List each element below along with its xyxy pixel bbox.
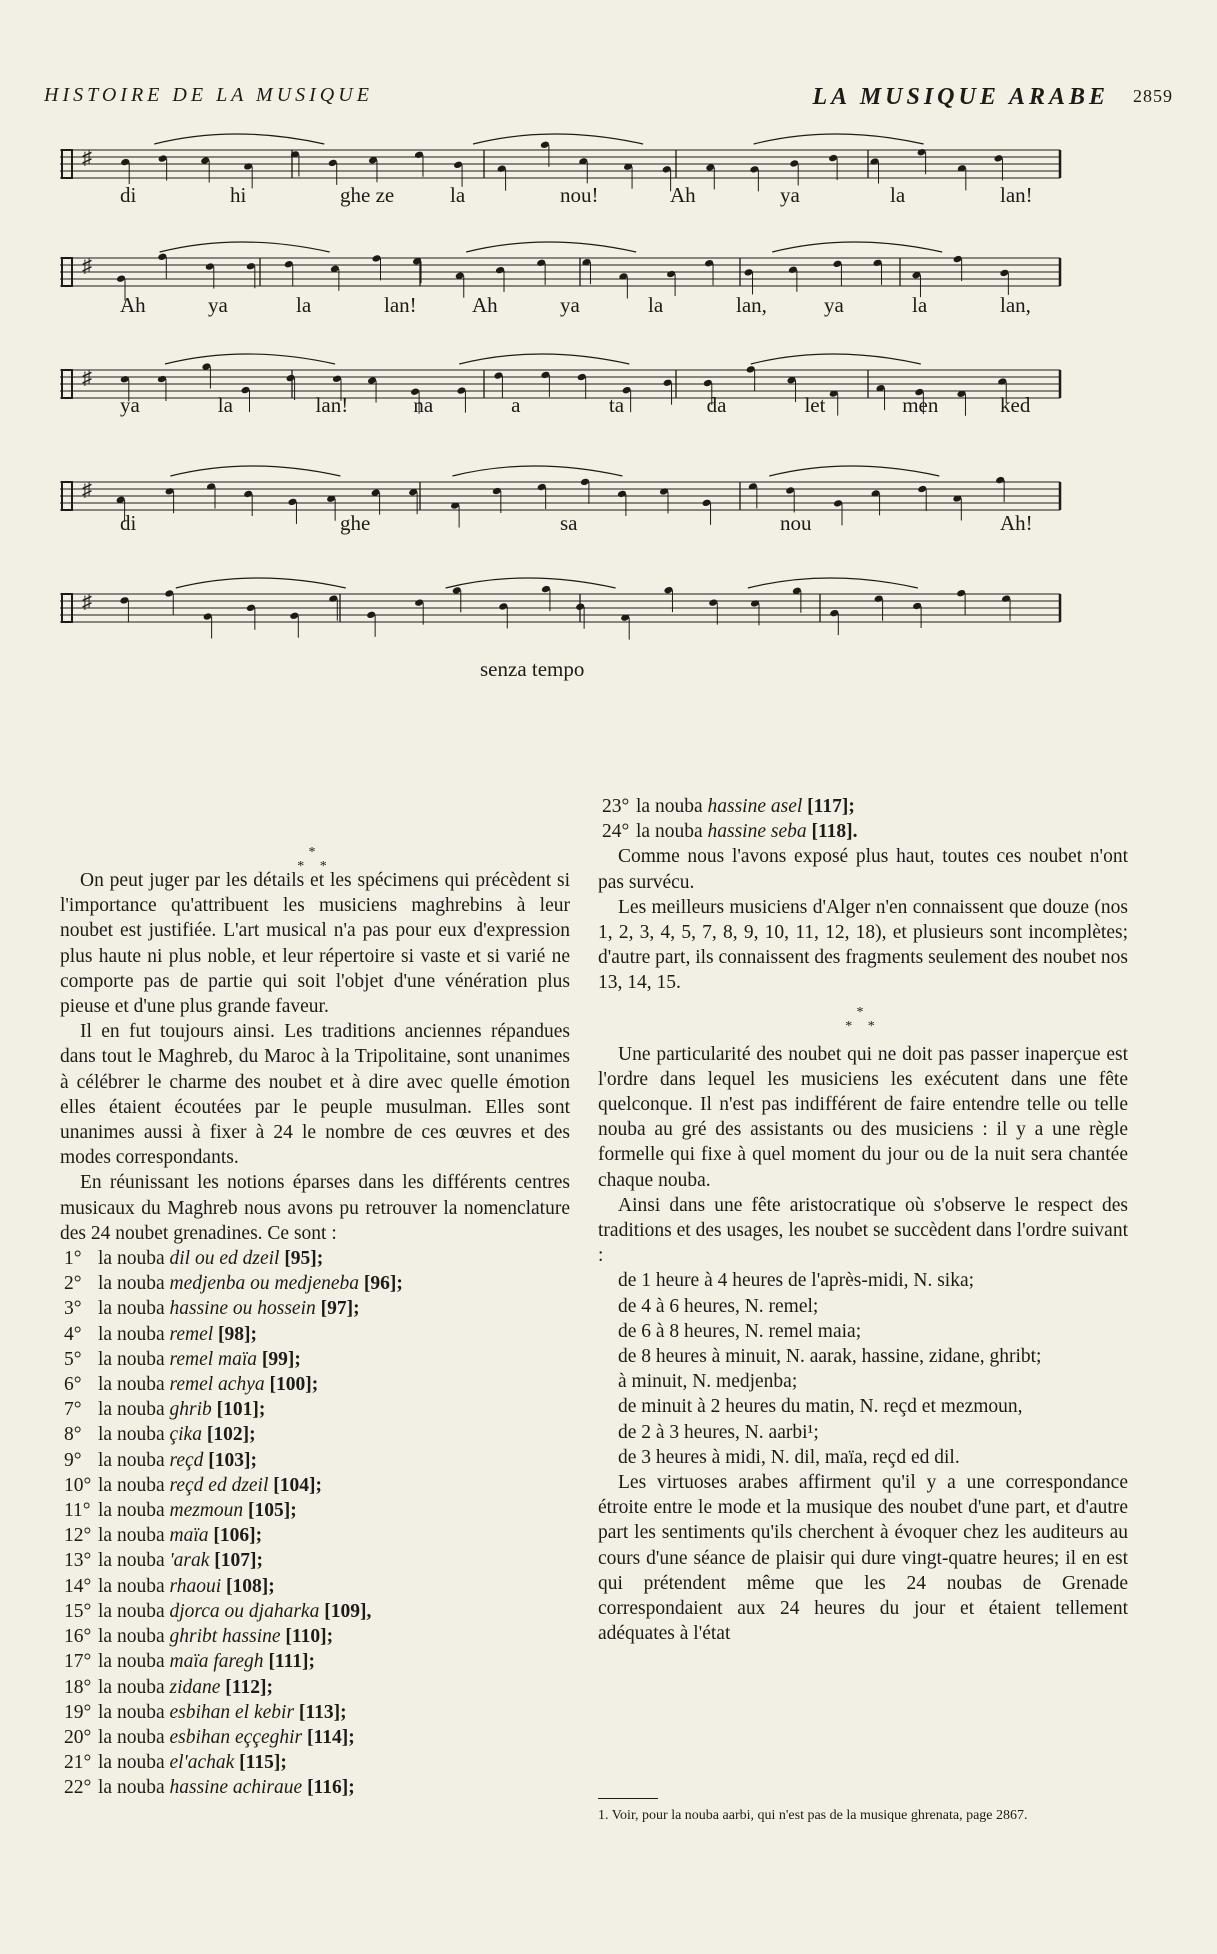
lyric-syllable: lan! [315,393,349,417]
item-label: la nouba [98,1651,165,1673]
nouba-reference: [112]; [225,1676,273,1698]
note-head [456,386,466,395]
running-title-right: LA MUSIQUE ARABE [812,84,1109,110]
item-label: la nouba [98,1500,165,1522]
key-signature-sharp-icon: ♯ [82,255,92,277]
lyric-syllable: ghe [340,511,371,535]
paragraph-virtuoses: Les virtuoses arabes affirment qu'il y a une correspondance étroite entre le mode et la musique des noubet d'une part, et d'autre part les sentiments qu'ils cherchent à évoquer chez les auditeurs au cours d'une séance de plaisir qui dure vingt-quatre heures; il en est qui prétendent même que les 24 noubas de Grenade correspondaient aux 24 heures du jour et étaient tellement adéquates à l'état [598,1472,1128,1645]
note-head [999,269,1009,278]
lyric-syllable: la [217,393,233,417]
note-head [662,165,672,174]
nouba-name: hassine asel [707,796,803,817]
nouba-name: reçd [169,1449,204,1471]
schedule-line: de 1 heure à 4 heures de l'après-midi, N. sika; [618,1270,975,1292]
note-head [873,259,883,268]
note-head [289,612,299,621]
item-number: 9° [64,1449,82,1471]
nouba-reference: [115]; [239,1752,287,1774]
note-head [241,386,251,395]
lyric-syllable: di [120,183,137,207]
note-head [243,490,253,499]
nouba-name: djorca ou djaharka [169,1600,320,1622]
nouba-reference: [96]; [363,1273,403,1295]
slur [165,354,335,364]
note-head [750,599,760,608]
item-number: 13° [64,1550,92,1572]
item-number: 4° [64,1323,82,1345]
nouba-name: esbihan el kebir [169,1701,295,1723]
item-number: 7° [64,1399,82,1421]
lyric-syllable: ghe ze [340,183,395,207]
note-head [746,365,756,374]
slur [452,466,622,476]
footnote: 1. Voir, pour la nouba aarbi, qui n'est pas de la musique ghrenata, page 2867. [598,1808,1028,1823]
note-head [789,159,799,168]
note-head [708,598,718,607]
musical-score [60,130,1110,770]
note-head [704,259,714,268]
note-head [165,487,175,496]
nouba-list-item [598,819,1128,844]
item-number: 12° [64,1525,92,1547]
lyric-syllable: let [804,393,826,417]
nouba-reference: [108]; [226,1575,275,1597]
paragraph-nomenclature: En réunissant les notions éparses dans les différents centres musicaux du Maghreb nous avons pu retrouver la nomenclature des 24 noubet grenadines. Ce sont : [60,1172,570,1244]
nouba-list-item [60,1498,570,1523]
key-signature-sharp-icon: ♯ [82,591,92,613]
note-head [372,254,382,263]
note-head [917,485,927,494]
lyric-syllable: lan! [384,293,417,317]
nouba-reference: [107]; [214,1550,264,1572]
lyric-syllable: lan, [1000,293,1031,317]
note-head [366,611,376,620]
left-column [60,846,570,1801]
note-head [702,499,712,508]
schedule-list [598,1268,1128,1470]
item-number: 20° [64,1726,92,1748]
item-label: la nouba [636,821,703,843]
note-head [956,589,966,598]
nouba-reference: [100]; [269,1374,319,1396]
lyric-syllable: ya [780,183,800,207]
note-head [452,586,462,595]
note-head [453,161,463,170]
nouba-reference: [99]; [261,1348,301,1370]
nouba-name: hassine achiraue [169,1777,303,1799]
lyric-syllable: da [706,393,727,417]
paragraph-particularite: Une particularité des noubet qui ne doit pas passer inaperçue est l'ordre dans lequel les musiciens les exécutent dans une fête quelconque. Il n'est pas indifférent de faire entendre telle ou telle nouba au gré des assistants ou des musiciens : il y a une règle formelle qui fixe à quel moment du jour ou de la nuit sera chantée chaque nouba. [598,1043,1128,1191]
item-number: 1° [64,1248,82,1270]
item-number: 24° [602,821,630,843]
item-number: 5° [64,1348,82,1370]
note-head [158,154,168,163]
slur [466,242,636,252]
note-head [832,260,842,269]
schedule-line: à minuit, N. medjenba; [618,1371,798,1393]
note-head [537,483,547,492]
lyric-syllable: la [296,293,312,317]
note-head [703,379,713,388]
item-number: 2° [64,1273,82,1295]
note-head [953,255,963,264]
note-head [663,378,673,387]
note-head [203,612,213,621]
item-label: la nouba [98,1399,165,1421]
schedule-line: de 4 à 6 heures, N. remel; [618,1295,819,1317]
item-label: la nouba [98,1424,165,1446]
item-label: la nouba [98,1474,165,1496]
lyric-syllable: ya [120,393,140,417]
lyric-syllable: ya [208,293,228,317]
nouba-reference: [97]; [320,1298,360,1320]
schedule-line: de 3 heures à midi, N. dil, maïa, reçd ed dil. [618,1446,960,1468]
paragraph-alger: Les meilleurs musiciens d'Alger n'en connaissent que douze (nos 1, 2, 3, 4, 5, 7, 8, 9, 10, 11, 12, 18), et plusieurs sont incomplètes; d'autre part, ils connaissent des fragments seulement des noubet nos 13, 14, 15. [598,896,1128,994]
nouba-list [60,1246,570,1800]
lyric-syllable: men [902,393,939,417]
note-head [243,162,253,171]
note-head [617,490,627,499]
note-head [120,375,130,384]
note-head [912,602,922,611]
note-head [993,154,1003,163]
nouba-list-item [60,1624,570,1649]
slur [772,242,942,252]
lyric-syllable: lan, [736,293,767,317]
nouba-name: medjenba ou medjeneba [169,1273,360,1295]
item-label: la nouba [98,1273,165,1295]
lyric-syllable: ya [560,293,580,317]
nouba-reference: [98]; [218,1323,258,1345]
slur [751,354,921,364]
lyric-syllable: hi [230,183,247,207]
nouba-name: remel [169,1323,214,1345]
nouba-list-item [60,1675,570,1700]
item-label: la nouba [98,1626,165,1648]
footnote-rule [598,1798,658,1799]
item-number: 15° [64,1600,92,1622]
nouba-list-item [60,1548,570,1573]
note-head [828,154,838,163]
nouba-list-item [60,1725,570,1750]
lyric-syllable: la [450,183,466,207]
running-title-left: HISTOIRE DE LA MUSIQUE [44,84,373,106]
nouba-reference: [104]; [273,1474,323,1496]
note-head [157,253,167,262]
item-label: la nouba [98,1676,165,1698]
item-label: la nouba [98,1525,165,1547]
nouba-list-item [60,1700,570,1725]
note-head [575,602,585,611]
lyric-syllable: sa [560,511,578,535]
nouba-name: mezmoun [169,1500,244,1522]
lyric-syllable: ta [608,393,625,417]
lyric-syllable: la [912,293,928,317]
note-head [917,148,927,157]
lyric-syllable: lan! [1000,183,1033,207]
note-head [666,270,676,279]
item-label: la nouba [98,1726,165,1748]
right-column [598,794,1128,1647]
note-head [497,164,507,173]
note-head [414,151,424,160]
nouba-name: ghribt hassine [169,1626,281,1648]
nouba-list-item [60,1599,570,1624]
item-label: la nouba [98,1449,165,1471]
schedule-line: de minuit à 2 heures du matin, N. reçd et mezmoun, [618,1396,1023,1418]
item-label: la nouba [636,796,703,817]
note-head [328,594,338,603]
nouba-list-item [60,1397,570,1422]
item-number: 6° [64,1374,82,1396]
item-number: 3° [64,1298,82,1320]
nouba-reference: [103]; [208,1449,258,1471]
item-label: la nouba [98,1575,165,1597]
note-head [120,158,130,167]
note-head [788,266,798,275]
nouba-list-item [60,1322,570,1347]
nouba-reference: [105]; [248,1500,297,1522]
nouba-name: ghrib [169,1399,212,1421]
section-asterism: * * * [297,845,333,874]
note-head [246,604,256,613]
note-head [157,375,167,384]
note-head [540,141,550,150]
nouba-list-item [60,1750,570,1775]
page-number: 2859 [1133,86,1173,106]
slur [754,134,924,144]
key-signature-sharp-icon: ♯ [82,479,92,501]
nouba-list-item [60,1271,570,1296]
note-head [580,478,590,487]
note-head [829,609,839,618]
note-head [493,371,503,380]
paragraph-expose: Comme nous l'avons exposé plus haut, toutes ces noubet n'ont pas survécu. [598,846,1128,893]
nouba-reference: [117]; [807,796,855,817]
nouba-list-continued [598,794,1128,844]
item-number: 8° [64,1424,82,1446]
nouba-name: dil ou ed dzeil [169,1248,280,1270]
item-label: la nouba [98,1298,165,1320]
note-head [492,487,502,496]
nouba-reference: [95]; [284,1248,324,1270]
nouba-list-item [60,1246,570,1271]
item-label: la nouba [98,1600,165,1622]
note-head [286,374,296,383]
lyric-syllable: Ah [670,183,696,207]
lyric-syllable: nou! [560,183,599,207]
nouba-list-item [60,1347,570,1372]
note-head [414,598,424,607]
note-head [785,486,795,495]
nouba-name: maïa [169,1525,209,1547]
note-head [577,373,587,382]
note-head [328,159,338,168]
nouba-list-item [60,1372,570,1397]
nouba-reference: [110]; [285,1626,334,1648]
nouba-name: reçd ed dzeil [169,1474,269,1496]
score-svg [60,130,1110,770]
note-head [995,476,1005,485]
item-number: 22° [64,1777,92,1799]
item-label: la nouba [98,1752,165,1774]
note-head [749,165,759,174]
tempo-marking: senza tempo [480,657,585,681]
item-number: 19° [64,1701,92,1723]
nouba-name: 'arak [169,1550,210,1572]
lyric-syllable: Ah [120,293,146,317]
section-asterism-2: * * * [845,1004,881,1034]
nouba-reference: [101]; [216,1399,266,1421]
nouba-name: esbihan eççeghir [169,1726,303,1748]
lyric-syllable: na [413,393,434,417]
slur [176,578,346,588]
nouba-list-item [60,1574,570,1599]
slur [446,578,616,588]
item-label: la nouba [98,1777,165,1799]
item-label: la nouba [98,1374,165,1396]
nouba-list-item [60,1422,570,1447]
paragraph-ainsi: Ainsi dans une fête aristocratique où s'observe le respect des traditions et des usages, les noubet se succèdent dans l'ordre suivant : [598,1194,1128,1267]
nouba-list-item [60,1473,570,1498]
note-head [744,268,754,277]
item-number: 18° [64,1676,92,1698]
lyric-syllable: ya [824,293,844,317]
lyric-syllable: la [890,183,906,207]
note-head [246,262,256,271]
note-head [536,259,546,268]
note-head [1001,594,1011,603]
nouba-reference: [114]; [307,1726,355,1748]
item-label: la nouba [98,1348,165,1370]
slur [154,134,324,144]
slur [160,242,330,252]
lyric-syllable: Ah [472,293,498,317]
lyric-syllable: ked [1000,393,1031,417]
key-signature-sharp-icon: ♯ [82,367,92,389]
lyric-syllable: nou [780,511,812,535]
nouba-reference: [106]; [213,1525,263,1547]
note-head [119,596,129,605]
nouba-name: remel achya [169,1374,265,1396]
item-number: 16° [64,1626,92,1648]
schedule-line: de 8 heures à minuit, N. aarak, hassine, zidane, ghribt; [618,1346,1042,1368]
nouba-name: maïa faregh [169,1651,264,1673]
schedule-line: de 2 à 3 heures, N. aarbi¹; [618,1421,819,1443]
note-head [498,602,508,611]
note-head [287,498,297,507]
note-head [541,585,551,594]
nouba-name: rhaoui [169,1575,222,1597]
note-head [205,262,215,271]
item-label: la nouba [98,1701,165,1723]
key-signature-sharp-icon: ♯ [82,147,92,169]
item-number: 23° [602,796,630,817]
nouba-name: el'achak [169,1752,235,1774]
nouba-list-item [60,1649,570,1674]
note-head [874,594,884,603]
item-label: la nouba [98,1323,165,1345]
nouba-name: çika [169,1424,202,1446]
nouba-name: hassine seba [707,821,807,843]
item-number: 11° [64,1500,91,1522]
note-head [332,375,342,384]
running-header [44,84,1173,114]
lyric-syllable: a [511,393,521,417]
nouba-reference: [113]; [298,1701,347,1723]
nouba-name: remel maïa [169,1348,258,1370]
item-label: la nouba [98,1550,165,1572]
item-label: la nouba [98,1248,165,1270]
slur [748,578,918,588]
paragraph-traditions: Il en fut toujours ainsi. Les traditions anciennes répandues dans tout le Maghreb, du Maroc à la Tripolitaine, sont unanimes à célébrer le charme des noubet et à dire avec quelle émotion elles étaient écoutées par le peuple musulman. Elles sont unanimes aussi à fixer à 24 le nombre de ces œuvres et des modes correspondants. [60,1021,570,1169]
nouba-reference: [109], [324,1600,372,1622]
nouba-list-item [60,1775,570,1800]
nouba-list-item [60,1448,570,1473]
note-head [284,260,294,269]
nouba-name: zidane [169,1676,221,1698]
note-head [540,371,550,380]
lyric-syllable: la [648,293,664,317]
note-head [164,589,174,598]
nouba-list-item [598,794,1128,819]
note-head [116,274,126,283]
nouba-reference: [118]. [811,821,858,843]
schedule-line: de 6 à 8 heures, N. remel maia; [618,1320,862,1342]
item-number: 21° [64,1752,92,1774]
nouba-name: hassine ou hossein [169,1298,316,1320]
nouba-list-item [60,1296,570,1321]
slur [473,134,643,144]
note-head [495,266,505,275]
item-number: 10° [64,1474,92,1496]
note-head [664,586,674,595]
lyric-syllable: di [120,511,137,535]
note-head [833,499,843,508]
item-number: 14° [64,1575,92,1597]
nouba-reference: [102]; [206,1424,256,1446]
slur [459,354,629,364]
nouba-reference: [116]; [307,1777,355,1799]
lyric-syllable: Ah! [1000,511,1033,535]
slur [170,466,340,476]
nouba-list-item [60,1523,570,1548]
nouba-reference: [111]; [268,1651,316,1673]
item-number: 17° [64,1651,92,1673]
slur [769,466,939,476]
paragraph-intro: On peut juger par les détails et les spécimens qui précèdent si l'importance qu'attribuent les musiciens maghrebins à leur noubet est justifiée. L'art musical n'a pas pour eux d'expression plus haute ni plus noble, et leur répertoire si vaste et si varié ne comporte pas de partie qui soit l'objet d'une vénération plus pieuse et d'une plus grande faveur. [60,870,570,1018]
